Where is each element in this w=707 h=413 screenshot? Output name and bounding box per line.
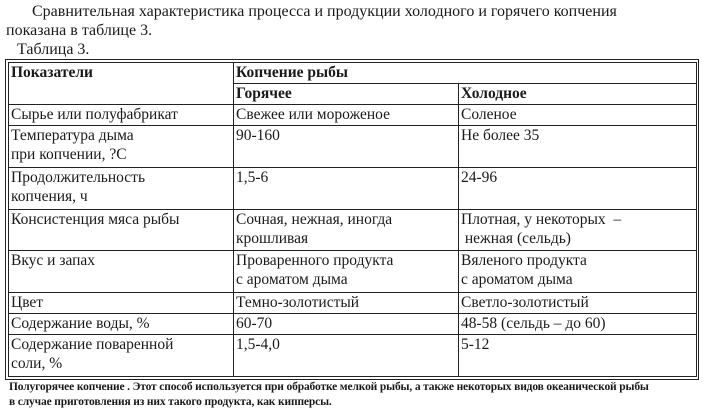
cell-text: Светло-золотистый [461,294,589,311]
hot-cell [234,126,459,168]
table-row [9,126,697,168]
cell-text: 5-12 [461,336,490,353]
indicator-cell [9,168,234,210]
header-hot: Горячее [234,84,459,105]
cell-text: 48-58 (сельдь – до 60) [461,315,606,332]
table-row [9,210,697,251]
header-cold: Холодное [459,84,697,105]
cell-text: с ароматом дыма [461,271,573,288]
footnote-line-1: Полугорячее копчение . Этот способ используется при обработке мелкой рыбы, а также некоторых видов океанической рыбы [9,381,649,393]
cold-cell [459,335,697,377]
table-row [9,105,697,126]
hot-cell [234,314,459,335]
cell-text: нежная (сельдь) [461,230,571,247]
cold-cell [459,314,697,335]
indicator-cell [9,126,234,168]
cell-text: Содержание поваренной [11,336,174,353]
cell-text: при копчении, ?С [11,146,127,163]
cell-text: Продолжительность [11,169,146,186]
cold-cell [459,251,697,293]
cell-text: с ароматом дыма [236,271,348,288]
hot-cell [234,335,459,377]
cell-text: 1,5-6 [236,169,269,186]
cell-text: соли, % [11,355,63,372]
footnote [9,380,705,410]
cell-text: Консистенция мяса рыбы [11,211,180,228]
table-row [9,335,697,377]
header-indicators: Показатели [9,63,234,105]
cell-text: Плотная, у некоторых – [461,211,622,228]
cell-text: Цвет [11,294,44,311]
intro-paragraph [6,2,704,40]
indicator-cell [9,210,234,251]
cell-text: Темно-золотистый [236,294,360,311]
hot-cell [234,293,459,314]
cell-text: 24-96 [461,169,498,186]
cell-text: Сырье или полуфабрикат [11,106,178,123]
cold-cell [459,105,697,126]
hot-cell [234,105,459,126]
cell-text: Соленое [461,106,517,123]
cell-text: Температура дыма [11,127,134,144]
indicator-cell [9,335,234,377]
cold-cell [459,210,697,251]
table-caption: Таблица 3. [17,41,90,58]
cell-text: 60-70 [236,315,273,332]
hot-cell [234,210,459,251]
indicator-cell [9,314,234,335]
table-row [9,293,697,314]
cell-text: копчения, ч [11,188,88,205]
cold-cell [459,126,697,168]
cell-text: Свежее или мороженое [236,106,390,123]
hot-cell [234,251,459,293]
header-smoking-group: Копчение рыбы [234,63,697,84]
cell-text: Вкус и запах [11,252,96,269]
indicator-cell [9,251,234,293]
cell-text: Содержание воды, % [11,315,150,332]
indicator-cell [9,293,234,314]
table-row [9,314,697,335]
cell-text: 90-160 [236,127,280,144]
table-row [9,168,697,210]
cell-text: Не более 35 [461,127,540,144]
cold-cell [459,168,697,210]
intro-line-1: Сравнительная характеристика процесса и продукции холодного и горячего копчения [32,3,617,20]
cell-text: Сочная, нежная, иногда [236,211,393,228]
table-row [9,251,697,293]
indicator-cell [9,105,234,126]
cell-text: 1,5-4,0 [236,336,280,353]
cold-cell [459,293,697,314]
hot-cell [234,168,459,210]
cell-text: крошливая [236,230,309,247]
comparison-table [8,62,697,377]
footnote-line-2: в случае приготовления из них такого продукта, как кипперсы. [9,396,332,408]
intro-line-2: показана в таблице 3. [6,22,153,39]
cell-text: Вяленого продукта [461,252,587,269]
cell-text: Проваренного продукта [236,252,394,269]
